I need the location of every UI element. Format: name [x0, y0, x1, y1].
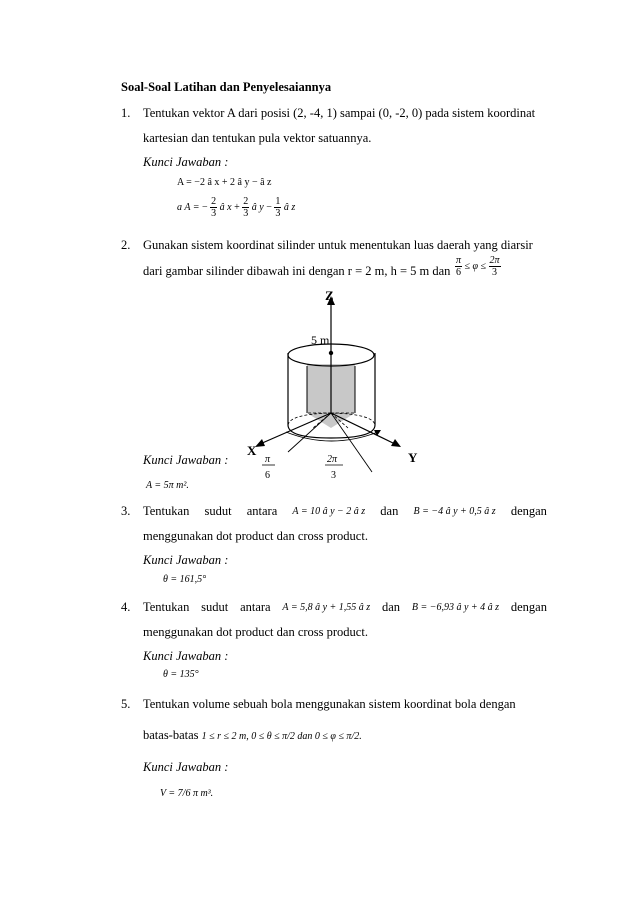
q1-frac-3: $\frac{1}{3}$: [275, 196, 281, 219]
q2-phi-range: [455, 255, 501, 278]
q2-answer: A = 5π m².: [146, 480, 189, 491]
q4-vector-b: B = −6,93 â y + 4 â z: [411, 602, 500, 613]
q5-answer: V = 7/6 π m³.: [160, 788, 214, 799]
q1-text-line2: kartesian dan tentukan pula vektor satuannya.: [143, 131, 372, 145]
q5-text-line2: [143, 728, 362, 743]
q5-text-line1: Tentukan volume sebuah bola menggunakan sistem koordinat bola dengan: [143, 697, 516, 711]
q1-answer-text: A = −2 â x + 2 â y − â z: [177, 177, 272, 188]
height-label: 5 m: [311, 333, 330, 347]
q3-text-line2: menggunakan dot product dan cross product.: [143, 529, 368, 543]
phi-line-2: [331, 413, 372, 472]
q4-word-2: sudut: [201, 600, 229, 614]
angle2-num: 2π: [327, 454, 338, 465]
q4-answer-label: Kunci Jawaban :: [143, 649, 229, 663]
q1-sign-1: −: [202, 201, 208, 213]
q5-number: 5.: [121, 697, 131, 711]
height-marker: [329, 351, 333, 355]
q4-vector-a: A = 5,8 â y + 1,55 â z: [282, 602, 371, 613]
q4-text-line2: menggunakan dot product dan cross product.: [143, 625, 368, 639]
q1-term-3: â z: [283, 201, 296, 213]
q3-number: 3.: [121, 504, 131, 518]
q3-text-line1: [143, 504, 547, 519]
q3-word-dengan: dengan: [510, 504, 547, 518]
q4-word-3: antara: [240, 600, 271, 614]
y-label: Y: [408, 450, 418, 465]
q1-text-line1: Tentukan vektor A dari posisi (2, -4, 1) sampai (0, -2, 0) pada sistem koordinat: [143, 106, 536, 120]
q1-term-1: â x: [219, 201, 232, 213]
x-label: X: [247, 443, 257, 458]
q1-answer-unit-vector: [177, 196, 295, 219]
q2-number: 2.: [121, 238, 131, 252]
phi-line-1: [288, 413, 331, 452]
q2-range-mid: ≤ φ ≤: [464, 260, 487, 272]
q5-bounds: 1 ≤ r ≤ 2 m, 0 ≤ θ ≤ π/2 dan 0 ≤ φ ≤ π/2.: [201, 731, 362, 742]
q1-sign-2: +: [234, 201, 240, 213]
q1-answer-label: Kunci Jawaban :: [143, 155, 229, 169]
q3-vector-b: B = −4 â y + 0,5 â z: [413, 506, 496, 517]
q3-word-2: sudut: [204, 504, 232, 518]
x-arrow: [255, 439, 265, 447]
q1-answer-vector: [177, 177, 271, 188]
q2-answer-label: Kunci Jawaban :: [143, 453, 229, 467]
page-title: Soal-Soal Latihan dan Penyelesaiannya: [121, 80, 332, 94]
angle1-den: 6: [265, 470, 270, 481]
q4-text-line1: [143, 600, 547, 615]
cylinder-diagram: [230, 284, 430, 484]
q3-answer-label: Kunci Jawaban :: [143, 553, 229, 567]
q3-word-3: antara: [246, 504, 278, 518]
q2-range-hi: $\frac{2\pi}{3}$: [489, 255, 500, 278]
q1-frac-2: $\frac{2}{3}$: [243, 196, 249, 219]
q3-vector-a: A = 10 â y − 2 â z: [292, 506, 366, 517]
q2-text-line2: dari gambar silinder dibawah ini dengan r = 2 m, h = 5 m dan: [143, 264, 451, 278]
q5-answer-label: Kunci Jawaban :: [143, 760, 229, 774]
q4-word-dan: dan: [381, 600, 401, 614]
q4-answer: θ = 135°: [163, 669, 199, 680]
q3-answer: θ = 161,5°: [163, 574, 207, 585]
angle1-num: π: [265, 454, 271, 465]
q2-range-lo: $\frac{\pi}{6}$: [456, 255, 462, 278]
q1-term-2: â y: [251, 201, 264, 213]
q1-unit-lhs: a A =: [177, 201, 200, 213]
q1-frac-1: $\frac{2}{3}$: [211, 196, 217, 219]
q3-word-dan: dan: [380, 504, 399, 518]
angle2-den: 3: [331, 470, 336, 481]
q4-word-1: Tentukan: [143, 600, 190, 614]
q4-word-dengan: dengan: [510, 600, 547, 614]
angle-arc: [286, 432, 378, 441]
q1-sign-3: −: [266, 201, 272, 213]
q3-word-1: Tentukan: [143, 504, 190, 518]
q4-number: 4.: [121, 600, 131, 614]
z-label: Z: [325, 288, 334, 303]
q5-bounds-prefix: batas-batas: [143, 728, 199, 742]
y-axis: [331, 413, 395, 444]
q1-number: 1.: [121, 106, 131, 120]
q2-text-line1: Gunakan sistem koordinat silinder untuk menentukan luas daerah yang diarsir: [143, 238, 533, 252]
